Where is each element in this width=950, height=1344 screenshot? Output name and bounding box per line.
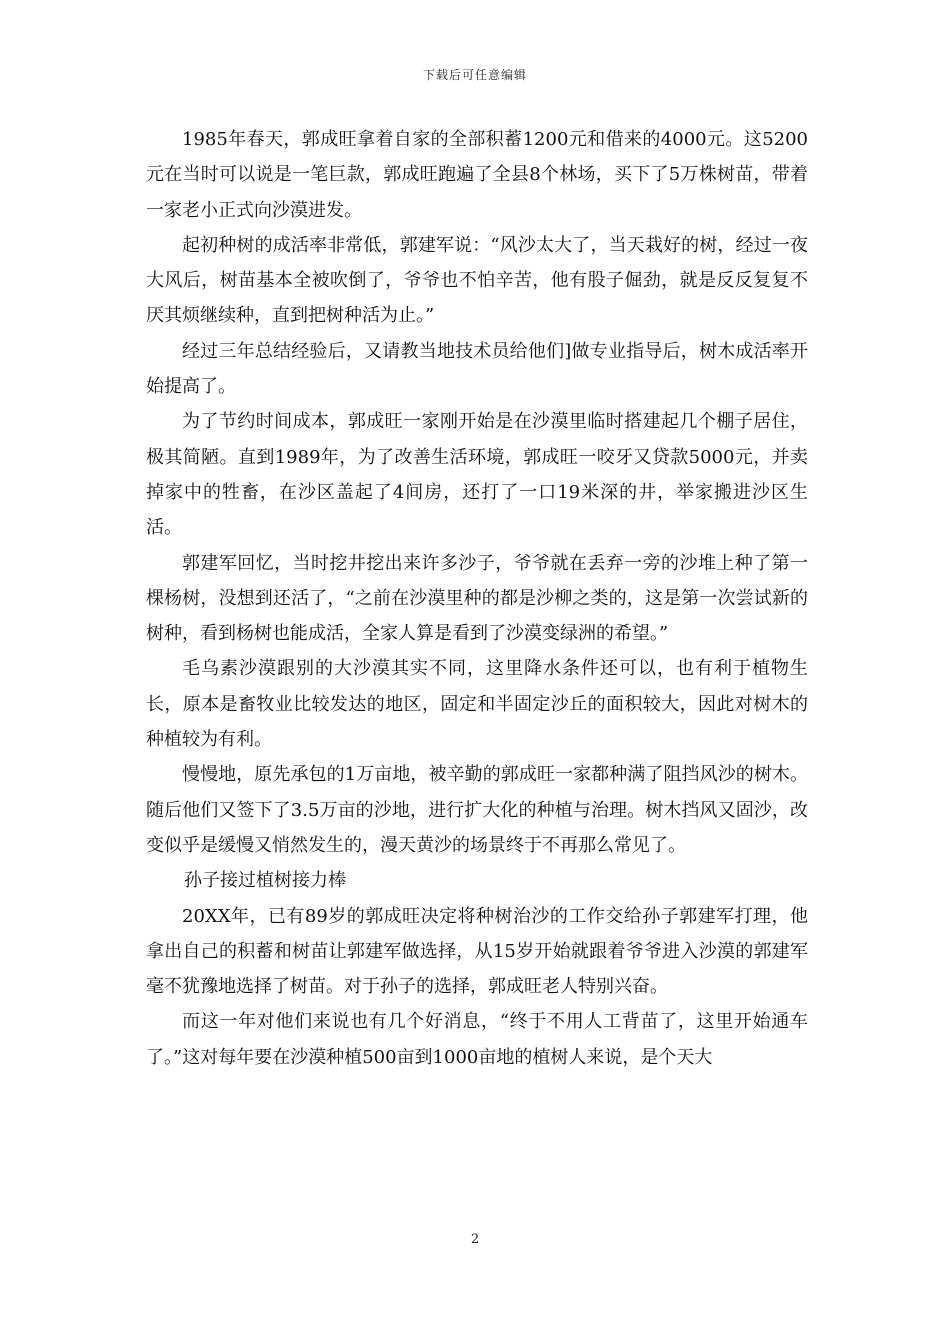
paragraph: 经过三年总结经验后，又请教当地技术员给他们]做专业指导后，树木成活率开始提高了。	[146, 340, 808, 398]
document-body	[146, 122, 808, 1075]
paragraph: 而这一年对他们来说也有几个好消息，“终于不用人工背苗了，这里开始通车了。”这对每年要在沙漠种植500亩到1000亩地的植树人来说，是个天大	[146, 1011, 808, 1068]
paragraph: 20XX年，已有89岁的郭成旺决定将种树治沙的工作交给孙子郭建军打理，他拿出自己的积蓄和树苗让郭建军做选择，从15岁开始就跟着爷爷进入沙漠的郭建军毫不犹豫地选择了树苗。对于孙子的选择，郭成旺老人特别兴奋。	[146, 905, 808, 998]
paragraph: 慢慢地，原先承包的1万亩地，被辛勤的郭成旺一家都种满了阻挡风沙的树木。随后他们又签下了3.5万亩的沙地，进行扩大化的种植与治理。树木挡风又固沙，改变似乎是缓慢又悄然发生的，漫天黄沙的场景终于不再那么常见了。	[146, 764, 808, 856]
paragraph: 起初种树的成活率非常低，郭建军说：“风沙太大了，当天栽好的树，经过一夜大风后，树苗基本全被吹倒了，爷爷也不怕辛苦，他有股子倔劲，就是反反复复不厌其烦继续种，直到把树种活为止。”	[146, 234, 808, 327]
paragraph: 郭建军回忆，当时挖井挖出来许多沙子，爷爷就在丢弃一旁的沙堆上种了第一棵杨树，没想到还活了，“之前在沙漠里种的都是沙柳之类的，这是第一次尝试新的树种，看到杨树也能成活，全家人算是看到了沙漠变绿洲的希望。”	[146, 552, 808, 645]
section-subheading: 孙子接过植树接力棒	[184, 870, 346, 892]
paragraph: 毛乌素沙漠跟别的大沙漠其实不同，这里降水条件还可以，也有利于植物生长，原本是畜牧业比较发达的地区，固定和半固定沙丘的面积较大，因此对树木的种植较为有利。	[146, 658, 808, 751]
page-header: 下载后可任意编辑	[422, 68, 527, 82]
paragraph: 为了节约时间成本，郭成旺一家刚开始是在沙漠里临时搭建起几个棚子居住，极其简陋。直到1989年，为了改善生活环境，郭成旺一咬牙又贷款5000元，并卖掉家中的牲畜，在沙区盖起了4间房，还打了一口19米深的井，举家搬进沙区生活。	[146, 411, 808, 539]
page-number: 2	[470, 1232, 480, 1247]
paragraph: 1985年春天，郭成旺拿着自家的全部积蓄1200元和借来的4000元。这5200元在当时可以说是一笔巨款，郭成旺跑遍了全县8个林场，买下了5万株树苗，带着一家老小正式向沙漠进发。	[146, 129, 808, 221]
